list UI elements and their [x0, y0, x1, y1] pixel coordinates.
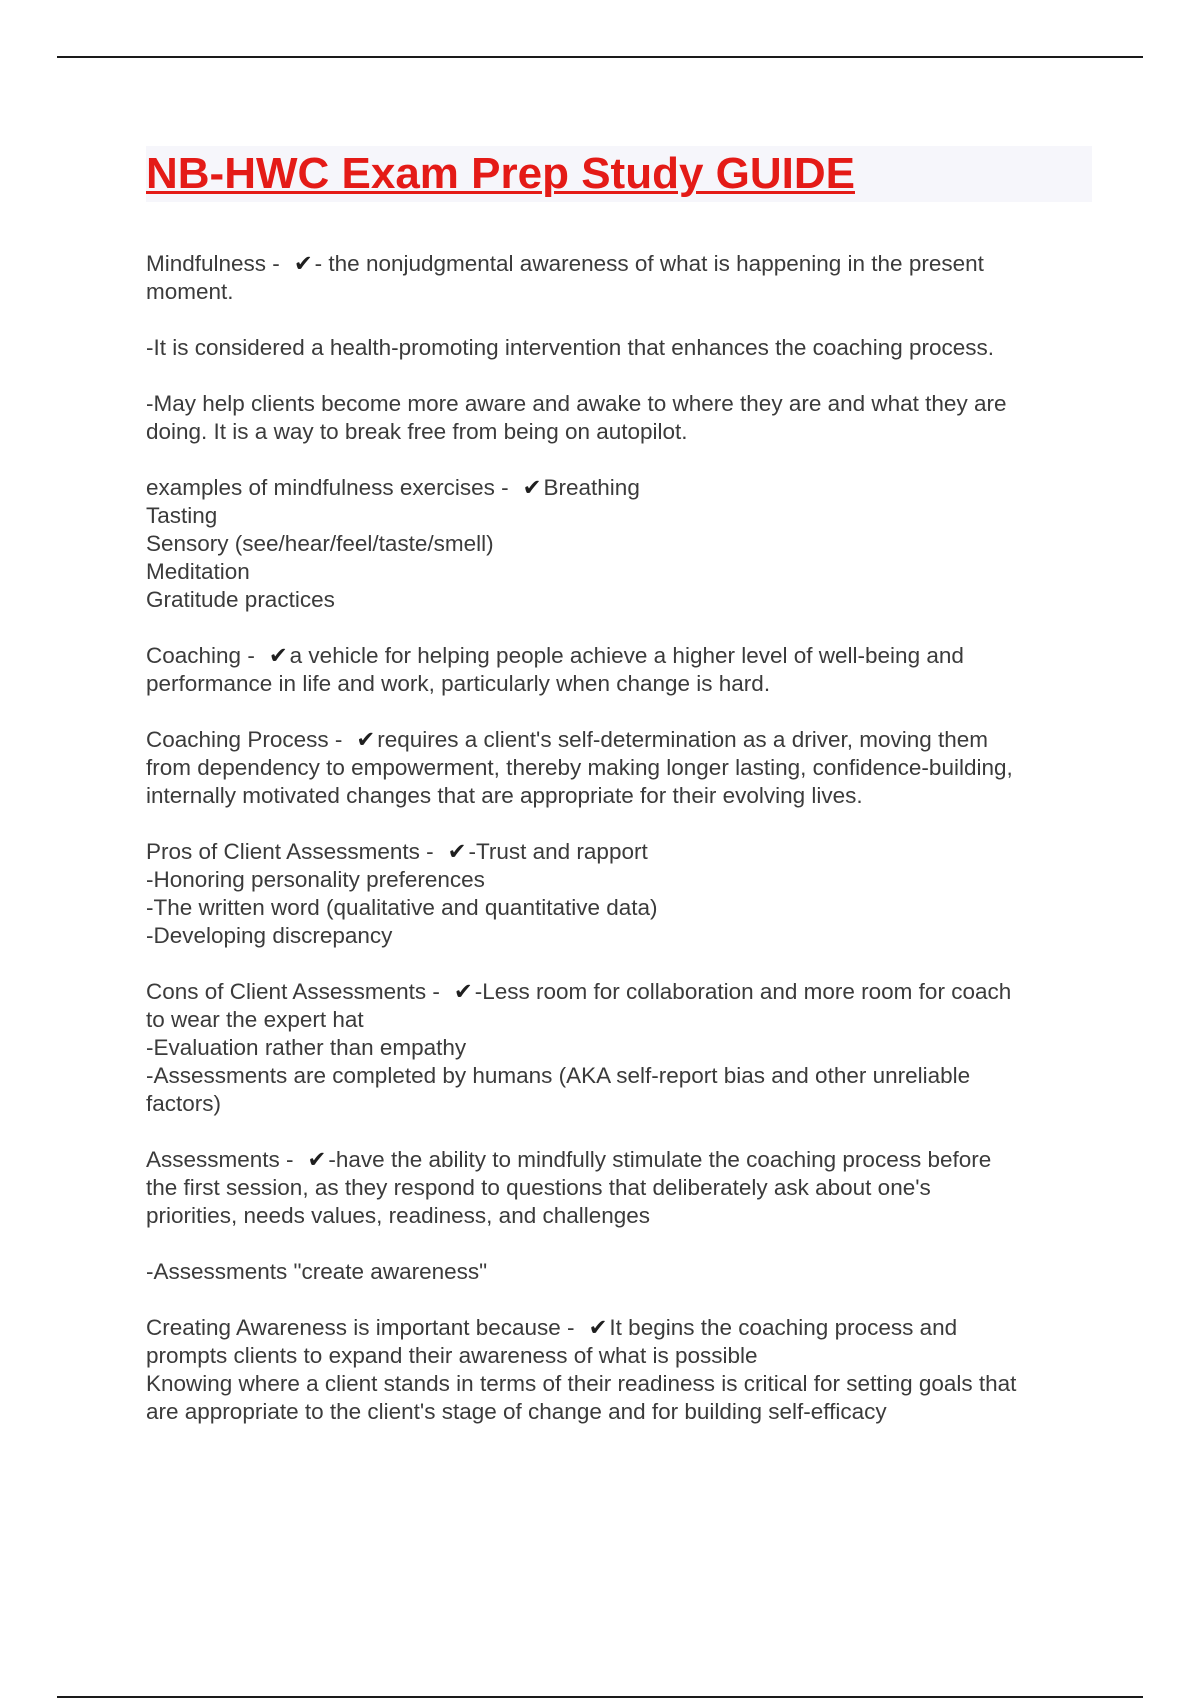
definition-text: It begins the coaching process and	[609, 1315, 958, 1340]
paragraph-text: doing. It is a way to break free from being on autopilot.	[146, 419, 688, 444]
definition-text: the first session, as they respond to questions that deliberately ask about one's	[146, 1175, 931, 1200]
entry-coaching	[146, 642, 1092, 698]
checkmark-icon: ✔	[588, 1315, 608, 1340]
definition-text: Knowing where a client stands in terms of their readiness is critical for setting goals that	[146, 1371, 1017, 1396]
term-label: Mindfulness -	[146, 251, 280, 276]
entry-assessments	[146, 1146, 1092, 1230]
document-title: NB-HWC Exam Prep Study GUIDE	[146, 149, 855, 198]
entry-creating-awareness	[146, 1314, 1092, 1426]
term-label: Creating Awareness is important because -	[146, 1315, 575, 1340]
definition-text: - the nonjudgmental awareness of what is happening in the present	[314, 251, 984, 276]
list-item: -Evaluation rather than empathy	[146, 1035, 467, 1060]
bottom-rule	[57, 1696, 1143, 1698]
checkmark-icon: ✔	[453, 979, 473, 1004]
paragraph	[146, 1258, 1092, 1286]
entry-cons-assessments	[146, 978, 1092, 1118]
list-item: to wear the expert hat	[146, 1007, 364, 1032]
checkmark-icon: ✔	[522, 475, 542, 500]
paragraph-text: -May help clients become more aware and awake to where they are and what they are	[146, 391, 1007, 416]
definition-text: performance in life and work, particularly when change is hard.	[146, 671, 771, 696]
definition-text: -Less room for collaboration and more room for coach	[474, 979, 1012, 1004]
list-item: -Honoring personality preferences	[146, 867, 485, 892]
checkmark-icon: ✔	[447, 839, 467, 864]
definition-text: -have the ability to mindfully stimulate the coaching process before	[328, 1147, 992, 1172]
checkmark-icon: ✔	[293, 251, 313, 276]
term-label: Coaching Process -	[146, 727, 343, 752]
list-item: -The written word (qualitative and quantitative data)	[146, 895, 658, 920]
definition-text: requires a client's self-determination as a driver, moving them	[377, 727, 989, 752]
definition-text: internally motivated changes that are appropriate for their evolving lives.	[146, 783, 863, 808]
paragraph-text: -Assessments "create awareness"	[146, 1259, 488, 1284]
list-item: Gratitude practices	[146, 587, 335, 612]
term-label: Cons of Client Assessments -	[146, 979, 440, 1004]
list-item: Sensory (see/hear/feel/taste/smell)	[146, 531, 494, 556]
term-label: examples of mindfulness exercises -	[146, 475, 509, 500]
definition-text: are appropriate to the client's stage of change and for building self-efficacy	[146, 1399, 887, 1424]
paragraph-text: -It is considered a health-promoting intervention that enhances the coaching process.	[146, 335, 995, 360]
document-body	[146, 146, 1092, 1454]
definition-text: priorities, needs values, readiness, and challenges	[146, 1203, 651, 1228]
list-item: Tasting	[146, 503, 218, 528]
entry-coaching-process	[146, 726, 1092, 810]
paragraph	[146, 334, 1092, 362]
list-item: factors)	[146, 1091, 222, 1116]
entry-mindfulness-examples	[146, 474, 1092, 614]
definition-text: a vehicle for helping people achieve a higher level of well-being and	[289, 643, 964, 668]
definition-text: moment.	[146, 279, 234, 304]
list-item: Meditation	[146, 559, 250, 584]
checkmark-icon: ✔	[356, 727, 376, 752]
list-item: -Developing discrepancy	[146, 923, 393, 948]
term-label: Coaching -	[146, 643, 255, 668]
entry-mindfulness	[146, 250, 1092, 306]
list-item: -Assessments are completed by humans (AKA self-report bias and other unreliable	[146, 1063, 971, 1088]
top-rule	[57, 56, 1143, 58]
paragraph	[146, 390, 1092, 446]
entry-pros-assessments	[146, 838, 1092, 950]
definition-text: from dependency to empowerment, thereby making longer lasting, confidence-building,	[146, 755, 1013, 780]
term-label: Assessments -	[146, 1147, 294, 1172]
title-band	[146, 146, 1092, 202]
definition-text: -Trust and rapport	[468, 839, 648, 864]
checkmark-icon: ✔	[268, 643, 288, 668]
checkmark-icon: ✔	[307, 1147, 327, 1172]
definition-text: prompts clients to expand their awareness of what is possible	[146, 1343, 758, 1368]
term-label: Pros of Client Assessments -	[146, 839, 434, 864]
definition-text: Breathing	[543, 475, 640, 500]
